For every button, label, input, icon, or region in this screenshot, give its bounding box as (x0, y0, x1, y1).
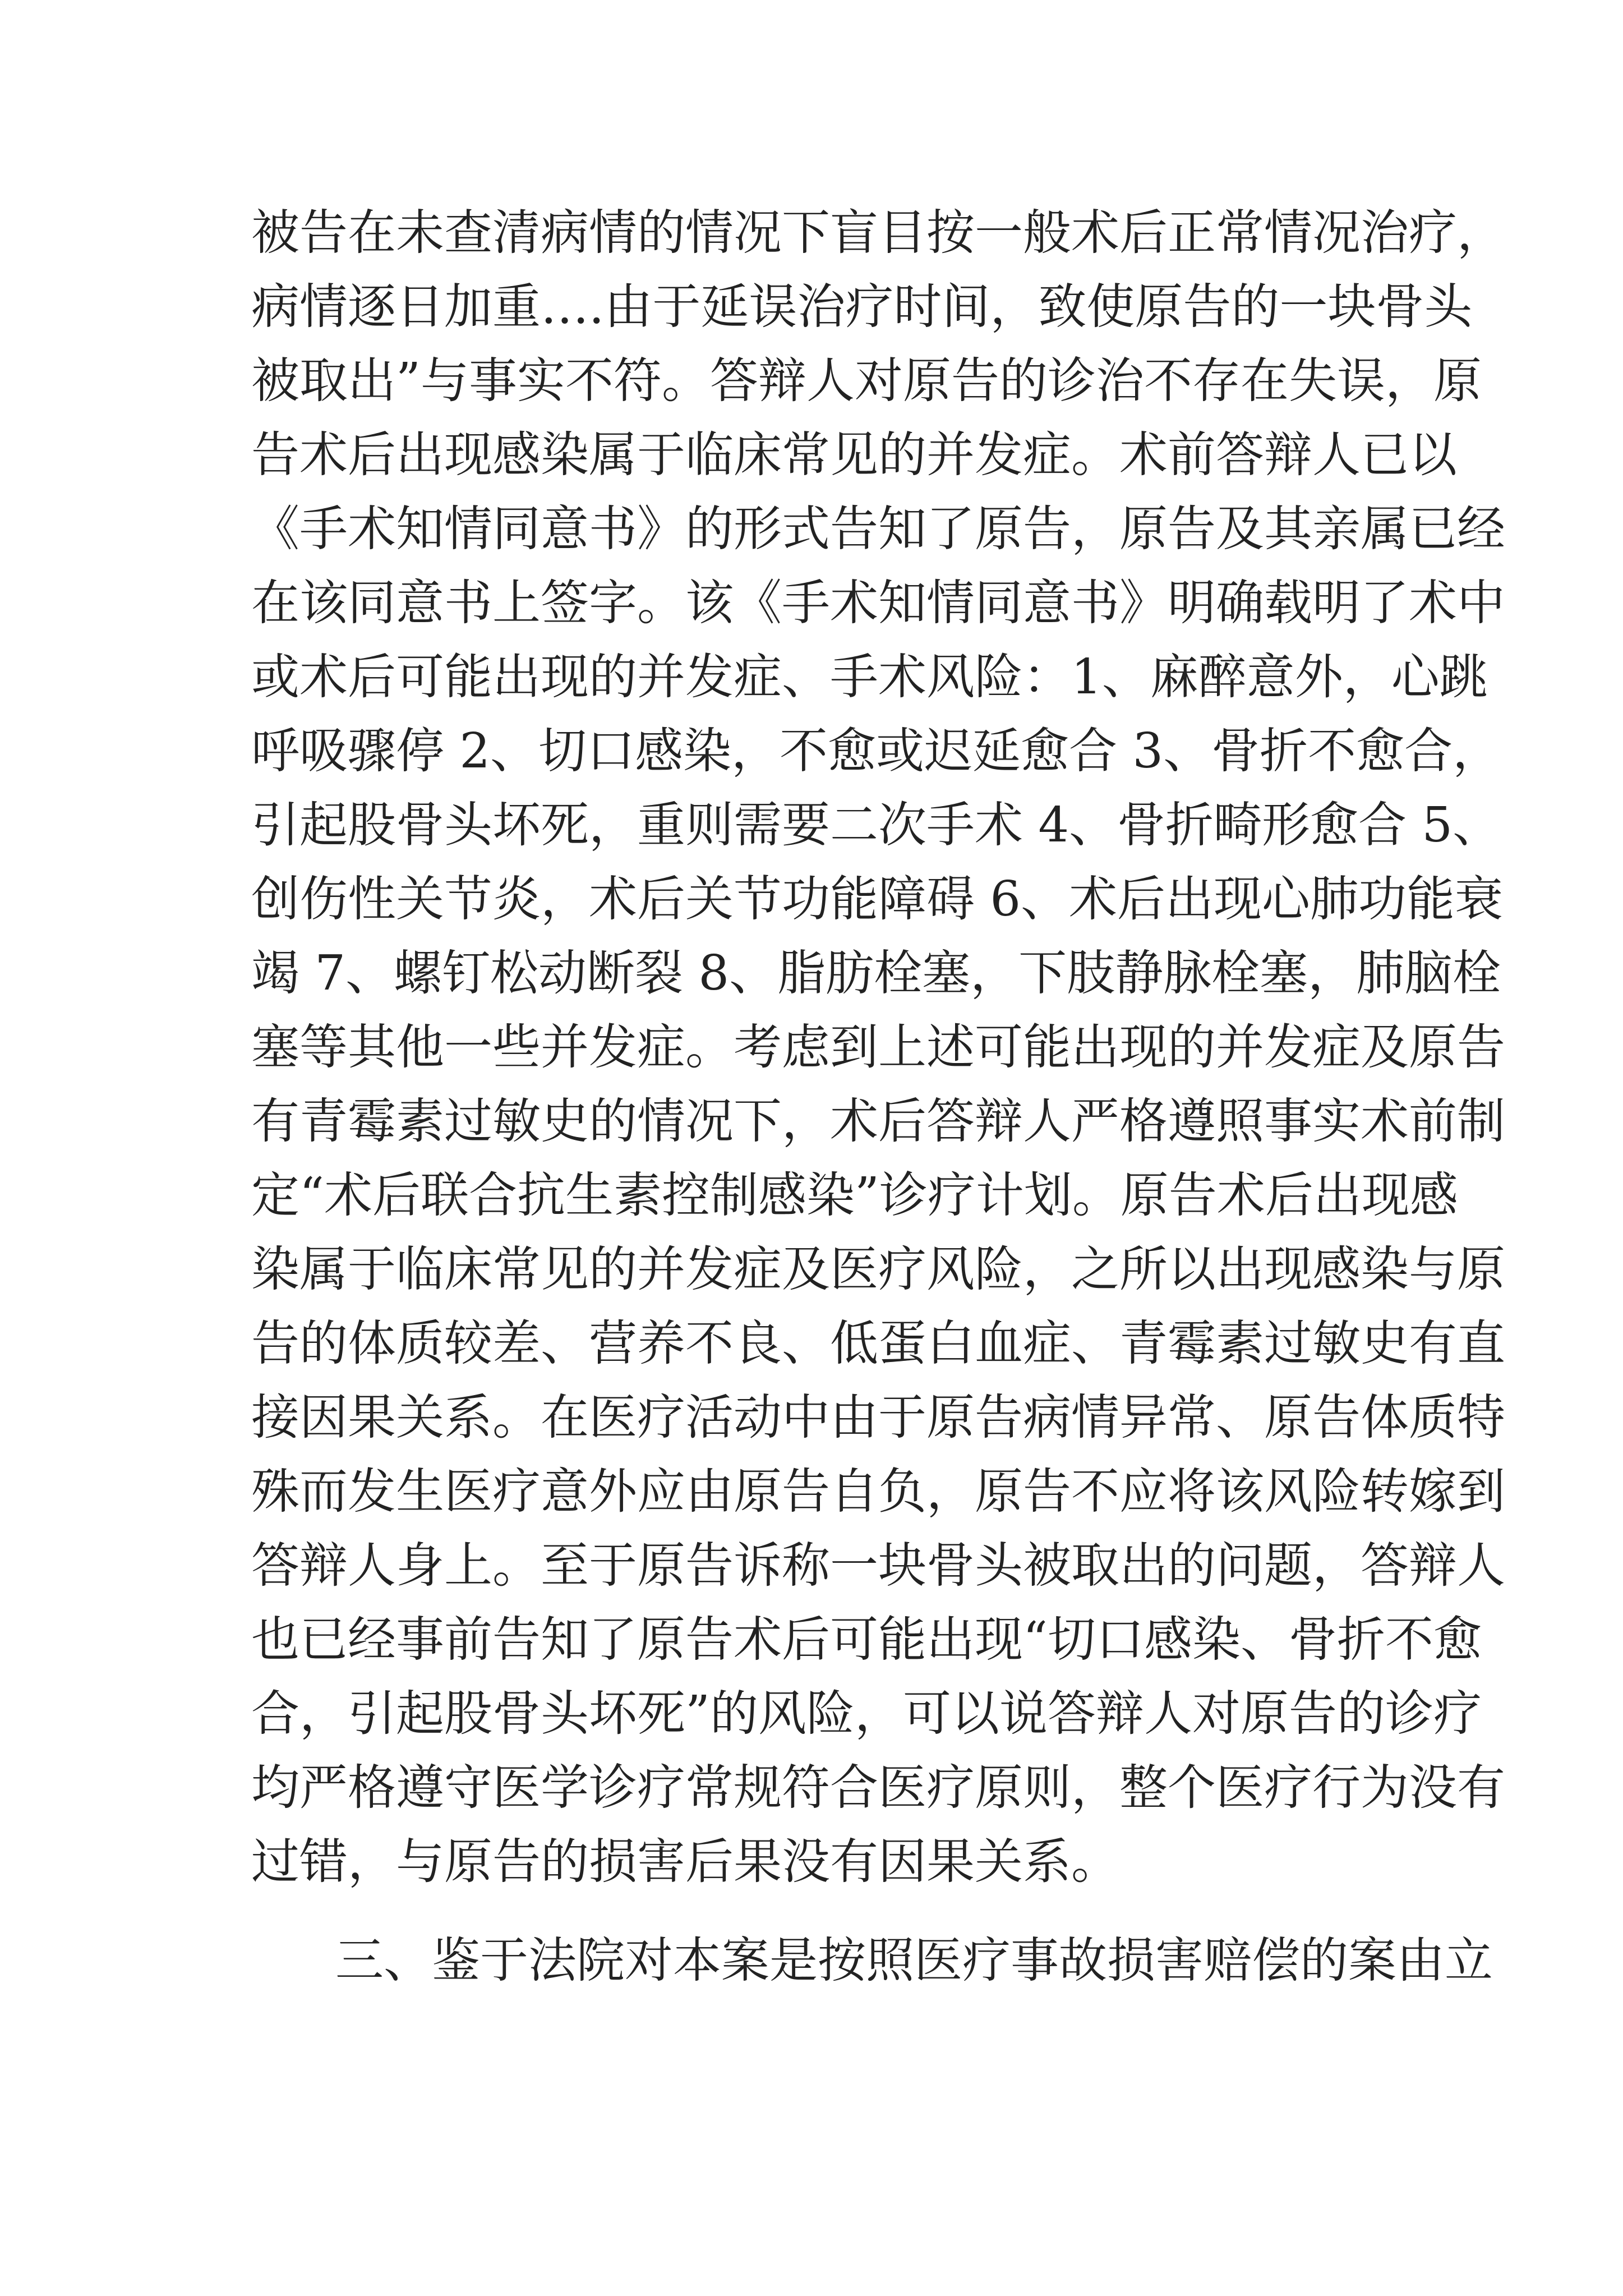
text-line: 被告在未查清病情的情况下盲目按一般术后正常情况治疗， (251, 205, 1505, 261)
text-line: 告术后出现感染属于临床常见的并发症。术前答辩人已以 (251, 427, 1457, 483)
text-line: 创伤性关节炎，术后关节功能障碍 6、术后出现心肺功能衰 (251, 871, 1504, 927)
text-line: 染属于临床常见的并发症及医疗风险，之所以出现感染与原 (251, 1241, 1505, 1297)
text-line: 均严格遵守医学诊疗常规符合医疗原则，整个医疗行为没有 (251, 1760, 1505, 1816)
text-line: 也已经事前告知了原告术后可能出现“切口感染、骨折不愈 (251, 1612, 1482, 1668)
text-line: 有青霉素过敏史的情况下，术后答辩人严格遵照事实术前制 (251, 1093, 1505, 1149)
text-line: 过错，与原告的损害后果没有因果关系。 (251, 1834, 1119, 1890)
text-line: 病情逐日加重….由于延误治疗时间，致使原告的一块骨头 (251, 279, 1473, 335)
text-line: 接因果关系。在医疗活动中由于原告病情异常、原告体质特 (251, 1389, 1505, 1446)
text-line: 竭 7、螺钉松动断裂 8、脂肪栓塞，下肢静脉栓塞，肺脑栓 (251, 945, 1501, 1001)
text-line: 被取出”与事实不符。答辩人对原告的诊治不存在失误，原 (251, 353, 1482, 409)
text-line: 殊而发生医疗意外应由原告自负，原告不应将该风险转嫁到 (251, 1464, 1505, 1520)
text-line: 答辩人身上。至于原告诉称一块骨头被取出的问题，答辩人 (251, 1538, 1505, 1594)
text-line: 在该同意书上签字。该《手术知情同意书》明确载明了术中 (251, 575, 1505, 631)
text-line: 告的体质较差、营养不良、低蛋白血症、青霉素过敏史有直 (251, 1315, 1505, 1372)
text-line: 塞等其他一些并发症。考虑到上述可能出现的并发症及原告 (251, 1019, 1505, 1075)
text-line: 合，引起股骨头坏死”的风险，可以说答辩人对原告的诊疗 (251, 1686, 1482, 1742)
text-line: 或术后可能出现的并发症、手术风险：1、麻醉意外，心跳 (251, 649, 1488, 705)
text-line: 引起股骨头坏死，重则需要二次手术 4、骨折畸形愈合 5、 (251, 797, 1501, 853)
paragraph-heading-line: 三、鉴于法院对本案是按照医疗事故损害赔偿的案由立 (335, 1932, 1493, 1989)
text-line: 《手术知情同意书》的形式告知了原告，原告及其亲属已经 (251, 501, 1505, 557)
text-line: 定“术后联合抗生素控制感染”诊疗计划。原告术后出现感 (251, 1167, 1458, 1223)
text-line: 呼吸骤停 2、切口感染，不愈或迟延愈合 3、骨折不愈合， (251, 723, 1501, 779)
